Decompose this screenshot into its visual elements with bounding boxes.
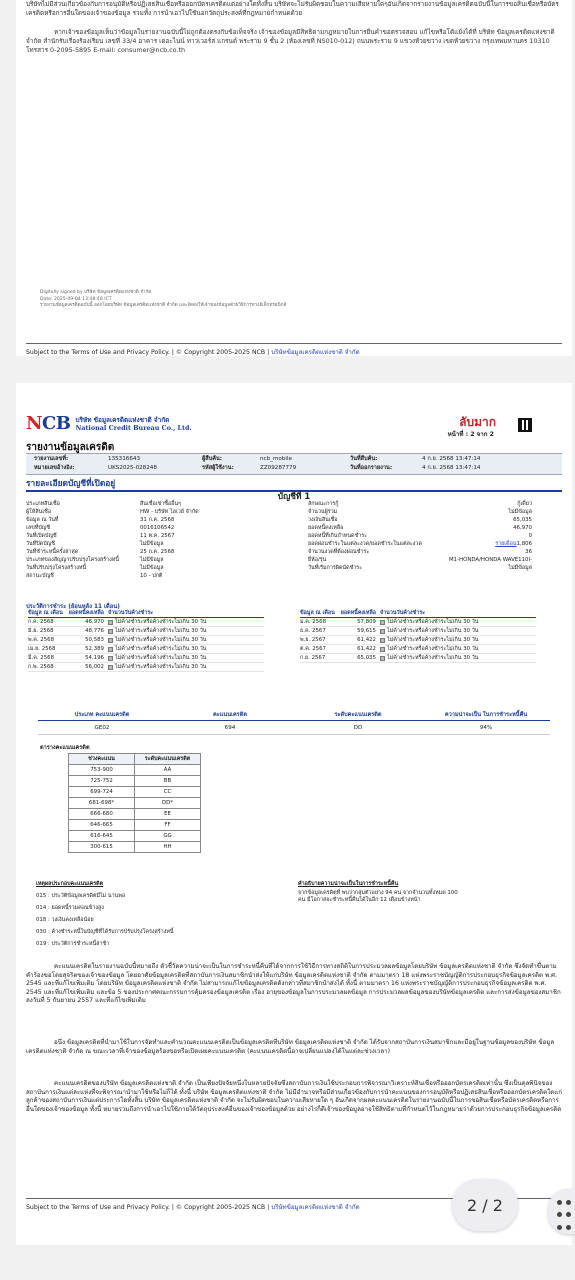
field-value: ไม่มีข้อมูล bbox=[140, 565, 164, 571]
field-row bbox=[308, 564, 532, 572]
range-row bbox=[69, 776, 201, 787]
history-row bbox=[28, 663, 264, 672]
history-month: เม.ย. 2568 bbox=[28, 646, 56, 652]
field-label: จำนวนผู้ร่วม bbox=[308, 509, 338, 515]
field-row bbox=[26, 516, 290, 524]
history-balance: 57,809 bbox=[357, 619, 376, 625]
history-month: ธ.ค. 2567 bbox=[300, 628, 326, 634]
field-row bbox=[308, 548, 532, 556]
field-value: HW - บริษัท ไฮเวย์ จำกัด bbox=[140, 509, 199, 515]
history-month: ก.ย. 2567 bbox=[300, 655, 326, 661]
history-status bbox=[104, 627, 264, 635]
range-value: 666-680 bbox=[69, 809, 135, 820]
history-header bbox=[300, 609, 536, 618]
payment-history-title: ประวัติการชำระ (ย้อนหลัง 11 เดือน) bbox=[26, 604, 120, 610]
confidential-stamp: ลับมาก bbox=[459, 415, 496, 429]
history-status-header: จำนวนวันค้างชำระ bbox=[380, 610, 426, 616]
status-box-icon bbox=[380, 638, 385, 643]
history-balance-header: ยอดหนี้คงเหลือ bbox=[68, 610, 104, 616]
tracking-label: หมายเลขอ้างอิง: bbox=[34, 465, 75, 471]
history-row bbox=[300, 627, 536, 636]
range-value: 616-645 bbox=[69, 831, 135, 842]
history-status bbox=[104, 645, 264, 653]
field-value: ไม่มีข้อมูล bbox=[140, 541, 164, 547]
field-label: ยอดผ่อนชำระในแต่ละงวด/ยอดชำระในแต่ละงวด bbox=[308, 541, 422, 547]
field-label: ยอดหนี้ที่เกินกำหนดชำระ bbox=[308, 533, 367, 539]
logo-mark: NCB bbox=[26, 413, 71, 434]
field-value: ไม่มีข้อมูล bbox=[508, 509, 532, 515]
range-row bbox=[69, 842, 201, 853]
field-value: 11 ต.ค. 2567 bbox=[140, 533, 175, 539]
field-row bbox=[308, 508, 532, 516]
range-level: FF bbox=[135, 820, 201, 831]
history-row bbox=[28, 618, 264, 627]
print-date: 4 ก.ย. 2568 13:47:14 bbox=[422, 465, 481, 471]
history-status-text: ไม่ค้างชำระหรือค้างชำระไม่เกิน 30 วัน bbox=[115, 637, 207, 643]
range-row bbox=[69, 787, 201, 798]
range-row bbox=[69, 798, 201, 809]
field-value: 31 ก.ค. 2568 bbox=[140, 517, 175, 523]
section-title: รายละเอียดบัญชีที่เปิดอยู่ bbox=[26, 476, 562, 492]
field-label: ยอดหนี้คงเหลือ bbox=[308, 525, 344, 531]
digital-signature bbox=[40, 290, 286, 310]
page-number: หน้าที่ : 2 จาก 2 bbox=[447, 431, 494, 438]
level-header: ระดับคะแนนเครดิต bbox=[135, 754, 201, 765]
field-value: M1-HONDA/HONDA WAVE110I- bbox=[449, 557, 532, 563]
status-box-icon bbox=[380, 620, 385, 625]
field-value: 0016106542 bbox=[140, 525, 175, 531]
history-status bbox=[376, 627, 536, 635]
range-level: HH bbox=[135, 842, 201, 853]
history-balance: 61,422 bbox=[357, 637, 376, 643]
tracking-no: UKS2025-028248 bbox=[108, 465, 157, 471]
page-indicator[interactable] bbox=[452, 1179, 518, 1231]
history-status bbox=[376, 654, 536, 662]
range-row bbox=[69, 820, 201, 831]
field-row bbox=[308, 500, 532, 508]
footer-company-link[interactable]: บริษัทข้อมูลเครดิตแห่งชาติ จำกัด bbox=[271, 349, 360, 356]
print-date-label: วันที่ออกรายงาน: bbox=[350, 465, 393, 471]
history-month: ต.ค. 2567 bbox=[300, 646, 326, 652]
field-label: ประเภทของสัญญาปรับปรุงโครงสร้างหนี้ bbox=[26, 557, 120, 563]
range-level: DD* bbox=[135, 798, 201, 809]
company-name-th: บริษัท ข้อมูลเครดิตแห่งชาติ จำกัด bbox=[75, 415, 170, 424]
field-label: วันที่ปรับปรุงโครงสร้างหนี้ bbox=[26, 565, 87, 571]
field-value: รายเดือน1,806 bbox=[495, 541, 532, 547]
account-title: บัญชีที่ 1 bbox=[277, 491, 311, 501]
field-row bbox=[26, 532, 290, 540]
field-value: ไม่มีข้อมูล bbox=[140, 557, 164, 563]
history-status-text: ไม่ค้างชำระหรือค้างชำระไม่เกิน 30 วัน bbox=[387, 628, 479, 634]
report-page-1 bbox=[16, 0, 572, 356]
score-definition-paragraph: คะแนนเครดิตในรายงานฉบับนี้หมายถึง ตัวชี้วัดความน่าจะเป็นในการชำระหนี้คืนที่ได้จากการใช้วิธีการทางสถิติในการประมวลผลข้อมูลโดยบริษัท ข้อมูลเครดิตแห่งชาติ จำกัด ซึ่งจัดทำขึ้นตามคำร้องขอโดยสุจริตของเจ้าของข้อมูล โดยอาศัยข้อมูลเครดิตที่สถาบันการเงินสมาชิกนำส่งให้แก่บริษัท ข้อมูลเครดิตแห่งชาติ จำกัด ตามมาตรา 18 แห่งพระราชบัญญัติการประกอบธุรกิจข้อมูลเครดิต พ.ศ. 2545 และที่แก้ไขเพิ่มเติม โดยบริษัท ข้อมูลเครดิตแห่งชาติ จำกัด ไม่สามารถแก้ไขข้อมูลเครดิตดังกล่าวที่สมาชิกนำส่งได้ ทั้งนี้ ตามมาตรา 16 แห่งพระราชบัญญัติการประกอบธุรกิจข้อมูลเครดิต พ.ศ. 2545 และที่แก้ไขเพิ่มเติม และข้อ 5 ของประกาศคณะกรรมการคุ้มครองข้อมูลเครดิต เรื่อง อายุของข้อมูลในการประมวลผลข้อมูล การประมวลผลข้อมูลของบริษัทข้อมูลเครดิต และการส่งข้อมูลของสมาชิก ลงวันที่ 5 กันยายน 2557 และที่แก้ไขเพิ่มเติม bbox=[26, 963, 561, 1005]
score-level-header: ระดับคะแนนเครดิต bbox=[334, 712, 382, 718]
field-value: 46,970 bbox=[513, 525, 532, 531]
field-label: เลขที่บัญชี bbox=[26, 525, 51, 531]
history-status-text: ไม่ค้างชำระหรือค้างชำระไม่เกิน 30 วัน bbox=[115, 664, 207, 670]
reason-item: 014 : ยอดหนี้รวมค่อนข้างสูง bbox=[36, 905, 104, 911]
field-label: จำนวนงวดที่ต้องผ่อนชำระ bbox=[308, 549, 370, 555]
status-box-icon bbox=[108, 656, 113, 661]
range-row bbox=[69, 765, 201, 776]
history-status-text: ไม่ค้างชำระหรือค้างชำระไม่เกิน 30 วัน bbox=[115, 628, 207, 634]
range-value: 681-698* bbox=[69, 798, 135, 809]
field-row bbox=[26, 572, 290, 580]
status-box-icon bbox=[108, 638, 113, 643]
field-row bbox=[26, 556, 290, 564]
field-label: สถานะบัญชี bbox=[26, 573, 54, 579]
history-balance: 65,035 bbox=[357, 655, 376, 661]
signature-line: Digitally signed by บริษัท ข้อมูลเครดิตแห่งชาติ จำกัด bbox=[40, 290, 152, 295]
field-value: 65,035 bbox=[513, 517, 532, 523]
page-footer bbox=[26, 343, 562, 357]
probability-explanation bbox=[298, 878, 458, 904]
range-level: BB bbox=[135, 776, 201, 787]
range-row bbox=[69, 831, 201, 842]
history-balance: 48,776 bbox=[85, 628, 104, 634]
history-status bbox=[104, 654, 264, 662]
field-label: ลักษณะการกู้ bbox=[308, 501, 339, 507]
report-no: 135316643 bbox=[108, 456, 141, 462]
history-row bbox=[28, 636, 264, 645]
field-extra: รายเดือน bbox=[495, 541, 517, 547]
field-row bbox=[308, 556, 532, 564]
ncb-logo bbox=[26, 413, 192, 434]
footer-company-link-2[interactable]: บริษัทข้อมูลเครดิตแห่งชาติ จำกัด bbox=[271, 1204, 360, 1211]
report-page-2 bbox=[16, 383, 572, 1245]
field-label: วันที่เริ่มการผิดนัดชำระ bbox=[308, 565, 363, 571]
field-row bbox=[308, 516, 532, 524]
history-status-text: ไม่ค้างชำระหรือค้างชำระไม่เกิน 30 วัน bbox=[115, 619, 207, 625]
field-label: ยี่ห้อ/รุ่น bbox=[308, 557, 327, 563]
status-box-icon bbox=[108, 629, 113, 634]
field-label: ข้อมูล ณ วันที่ bbox=[26, 517, 59, 523]
reason-item: 019 : ประวัติการชำระหนี้ล่าช้า bbox=[36, 941, 110, 947]
score-range-title: ตารางคะแนนเครดิต bbox=[40, 745, 90, 751]
probability-title: คำอธิบายความน่าจะเป็นในการชำระหนี้คืน bbox=[298, 881, 399, 887]
reason-item: 030 : ค้างชำระหนี้ในบัญชีที่ได้รับการปรับปรุงโครงสร้างหนี้ bbox=[36, 929, 174, 935]
history-month: พ.ค. 2568 bbox=[28, 637, 55, 643]
history-header bbox=[28, 609, 264, 618]
range-value: 725-752 bbox=[69, 776, 135, 787]
history-status-text: ไม่ค้างชำระหรือค้างชำระไม่เกิน 30 วัน bbox=[115, 655, 207, 661]
history-status bbox=[376, 645, 536, 653]
history-balance: 52,389 bbox=[85, 646, 104, 652]
field-row bbox=[308, 532, 532, 540]
disclaimer-paragraph: บริษัทไม่มีส่วนเกี่ยวข้องกับการอนุมัติหรือปฏิเสธสินเชื่อหรือออกบัตรเครดิตแต่อย่างใดทั้งสิ้น บริษัทจะไม่รับผิดชอบในความเสียหายใดๆอันเกิดจากรายงานข้อมูลเครดิตฉบับนี้ในการขอสินเชื่อหรือบัตรเครดิตหรือการอื่นใดของเจ้าของข้อมูล รวมทั้ง การนำเอาไปใช้นอกวัตถุประสงค์ที่กฎหมายกำหนดด้วย bbox=[26, 0, 559, 17]
grip-dots-icon[interactable] bbox=[548, 1189, 575, 1234]
field-label: วงเงินสินเชื่อ bbox=[308, 517, 338, 523]
field-label: ประเภทสินเชื่อ bbox=[26, 501, 60, 507]
field-value: ไม่มีข้อมูล bbox=[508, 565, 532, 571]
history-month: ม.ค. 2568 bbox=[300, 619, 327, 625]
status-box-icon bbox=[108, 620, 113, 625]
account-fields-left bbox=[26, 500, 290, 580]
field-label: วันที่เปิดบัญชี bbox=[26, 533, 57, 539]
history-month: ก.ค. 2568 bbox=[28, 619, 54, 625]
field-row bbox=[308, 524, 532, 532]
score-header: คะแนนเครดิต bbox=[213, 712, 247, 718]
status-box-icon bbox=[108, 665, 113, 670]
history-status bbox=[376, 618, 536, 626]
credit-score-table bbox=[38, 711, 550, 735]
field-row bbox=[26, 540, 290, 548]
range-header: ช่วงคะแนน bbox=[69, 754, 135, 765]
field-value: 36 bbox=[525, 549, 532, 555]
field-row bbox=[308, 540, 532, 548]
history-balance: 56,002 bbox=[85, 664, 104, 670]
company-name-en: National Credit Bureau Co., Ltd. bbox=[75, 423, 192, 432]
history-month-header: ข้อมูล ณ เดือน bbox=[300, 610, 335, 616]
range-value: 699-724 bbox=[69, 787, 135, 798]
history-status-text: ไม่ค้างชำระหรือค้างชำระไม่เกิน 30 วัน bbox=[387, 646, 479, 652]
range-level: EE bbox=[135, 809, 201, 820]
probability-header: ความน่าจะเป็น ในการชำระหนี้คืน bbox=[444, 712, 528, 718]
range-level: GG bbox=[135, 831, 201, 842]
score-level: DD bbox=[353, 725, 363, 731]
history-status-text: ไม่ค้างชำระหรือค้างชำระไม่เกิน 30 วัน bbox=[387, 619, 479, 625]
inquiry-date-label: วันที่สืบค้น: bbox=[350, 456, 378, 462]
requester: ncb_mobile bbox=[260, 456, 292, 462]
history-balance: 54,196 bbox=[85, 655, 104, 661]
history-row bbox=[300, 618, 536, 627]
score-type: GE02 bbox=[94, 725, 110, 731]
history-balance: 59,615 bbox=[357, 628, 376, 634]
score-disclaimer-paragraph: คะแนนเครดิตของบริษัท ข้อมูลเครดิตแห่งชาติ จำกัด เป็นเพียงปัจจัยหนึ่งในหลายปัจจัยซึ่งสถาบันการเงินใช้ประกอบการพิจารณาวิเคราะห์สินเชื่อหรือออกบัตรเครดิตเท่านั้น ซึ่งเป็นดุลพินิจของสถาบันการเงินแต่ละแห่งที่จะพิจารณานำมาใช้หรือไม่ก็ได้ ทั้งนี้ บริษัท ข้อมูลเครดิตแห่งชาติ จำกัด ไม่มีอำนาจหรือมีส่วนเกี่ยวข้องกับการนำคะแนนของการอนุมัติหรือปฏิเสธสินเชื่อหรือออกบัตรเครดิตใดแก่ลูกค้าของสถาบันการเงินแต่ประการใดทั้งสิ้น บริษัท ข้อมูลเครดิตแห่งชาติ จำกัด จะไม่รับผิดชอบในความเสียหายใด ๆ อันเกิดจากผลคะแนนเครดิตในรายงานฉบับนี้ในการขอสินเชื่อหรือบัตรเครดิตหรือการอื่นใดของเจ้าของข้อมูล ทั้งนี้ หมายรวมถึงการนำเอาไปใช้ภายใต้วัตถุประสงค์อื่นของเจ้าของข้อมูลด้วย อย่างไรก็ดีเจ้าของข้อมูลอาจใช้สิทธิตามที่กำหนดไว้ในกฎหมายว่าด้วยการประกอบธุรกิจข้อมูลเครดิต bbox=[26, 1080, 562, 1113]
payment-history-left bbox=[28, 609, 264, 672]
history-month: ก.พ. 2568 bbox=[28, 664, 54, 670]
history-row bbox=[28, 645, 264, 654]
history-balance: 61,422 bbox=[357, 646, 376, 652]
status-box-icon bbox=[380, 647, 385, 652]
status-box-icon bbox=[380, 629, 385, 634]
field-row bbox=[26, 564, 290, 572]
range-value: 300-615 bbox=[69, 842, 135, 853]
field-label: ผู้ให้สินเชื่อ bbox=[26, 509, 52, 515]
field-row bbox=[26, 524, 290, 532]
score-type-header: ประเภท คะแนนเครดิต bbox=[74, 712, 130, 718]
account-fields-right bbox=[308, 500, 532, 572]
score-data-paragraph: อนึ่ง ข้อมูลเครดิตที่นำมาใช้ในการจัดทำและคำนวณคะแนนเครดิตเป็นข้อมูลเครดิตที่บริษัท ข้อมูลเครดิตแห่งชาติ จำกัด ได้รับจากสถาบันการเงินสมาชิกและมีอยู่ในฐานข้อมูลของบริษัท ข้อมูลเครดิตแห่งชาติ จำกัด ณ ขณะเวลาที่เจ้าของข้อมูลร้องขอหรือเปิดเผยคะแนนเครดิต (คะแนนเครดิตนี้อาจเปลี่ยนแปลงได้ในแต่ละช่วงเวลา) bbox=[26, 1039, 555, 1055]
report-title: รายงานข้อมูลเครดิต bbox=[26, 442, 115, 453]
user-id-label: รหัสผู้ใช้งาน: bbox=[202, 465, 234, 471]
field-row bbox=[26, 548, 290, 556]
status-box-icon bbox=[108, 647, 113, 652]
history-row bbox=[28, 627, 264, 636]
history-balance: 46,970 bbox=[85, 619, 104, 625]
history-row bbox=[28, 654, 264, 663]
score-range-table bbox=[68, 753, 201, 853]
inquiry-date: 4 ก.ย. 2568 13:47:14 bbox=[422, 456, 481, 462]
history-month: พ.ย. 2567 bbox=[300, 637, 326, 643]
status-box-icon bbox=[380, 656, 385, 661]
reasons-title: เหตุผลประกอบคะแนนเครดิต bbox=[36, 881, 104, 887]
field-value: สินเชื่อเช่าซื้ออื่นๆ bbox=[140, 501, 181, 507]
history-status-text: ไม่ค้างชำระหรือค้างชำระไม่เกิน 30 วัน bbox=[387, 655, 479, 661]
credit-score: 694 bbox=[224, 725, 236, 731]
history-balance-header: ยอดหนี้คงเหลือ bbox=[340, 610, 376, 616]
user-id: ZZ09287779 bbox=[260, 465, 297, 471]
history-status bbox=[104, 618, 264, 626]
range-level: AA bbox=[135, 765, 201, 776]
report-no-label: รายงานเลขที่: bbox=[34, 456, 69, 462]
history-month: มี.ค. 2568 bbox=[28, 655, 55, 661]
history-status-header: จำนวนวันค้างชำระ bbox=[108, 610, 154, 616]
footer-terms: Subject to the Terms of Use and Privacy Policy. | © Copyright 2005-2025 NCB | bbox=[26, 349, 270, 356]
history-row bbox=[300, 645, 536, 654]
field-label: วันที่ปิดบัญชี bbox=[26, 541, 55, 547]
history-row bbox=[300, 654, 536, 663]
range-level: CC bbox=[135, 787, 201, 798]
history-status bbox=[104, 636, 264, 644]
history-status-text: ไม่ค้างชำระหรือค้างชำระไม่เกิน 30 วัน bbox=[387, 637, 479, 643]
field-value: 25 ก.ค. 2568 bbox=[140, 549, 175, 555]
qr-code-icon bbox=[518, 418, 532, 432]
page-indicator-text: 2 / 2 bbox=[467, 1195, 503, 1215]
footer-terms-2: Subject to the Terms of Use and Privacy Policy. | © Copyright 2005-2025 NCB | bbox=[26, 1204, 270, 1211]
history-month-header: ข้อมูล ณ เดือน bbox=[28, 610, 63, 616]
reason-item: 015 : ประวัติข้อมูลเครดิตมีไม่ นานพอ bbox=[36, 893, 126, 899]
range-value: 753-900 bbox=[69, 765, 135, 776]
signature-date: Date: 2025-09-04 13:48:48 ICT bbox=[40, 296, 112, 302]
probability-text: จากข้อมูลเครดิตที่ พบว่ากลุ่มตัวอย่าง 94 คน จากจำนวนทั้งหมด 100 คน มีโอกาสจะชำระหนี้คืนได้ในอีก 12 เดือนข้างหน้า bbox=[298, 890, 458, 903]
payment-history-right bbox=[300, 609, 536, 663]
history-month: มิ.ย. 2568 bbox=[28, 628, 54, 634]
range-value: 646-665 bbox=[69, 820, 135, 831]
field-row bbox=[26, 508, 290, 516]
reason-item: 018 : วงเงินคงเหลือน้อย bbox=[36, 917, 94, 923]
field-value: กู้เดี่ยว bbox=[517, 501, 532, 507]
requester-label: ผู้สืบค้น: bbox=[202, 456, 223, 462]
range-row bbox=[69, 809, 201, 820]
field-value: 0 bbox=[528, 533, 532, 539]
signature-note: รายงานข้อมูลเครดิตฉบับนี้ ออกโดยบริษัท ข้อมูลเครดิตแห่งชาติ จำกัด และจัดส่งให้เจ้าของข้อมูลด้วยวิธีการทางอิเล็กทรอนิกส์ bbox=[40, 303, 287, 308]
repay-probability: 94% bbox=[479, 725, 493, 731]
history-status-text: ไม่ค้างชำระหรือค้างชำระไม่เกิน 30 วัน bbox=[115, 646, 207, 652]
dispute-paragraph: หากเจ้าของข้อมูลเห็นว่าข้อมูลในรายงานฉบับนี้ไม่ถูกต้องตรงกับข้อเท็จจริง เจ้าของข้อมูลมีสิทธิตามกฎหมายในการยื่นคำขอตรวจสอบ แก้ไขหรือโต้แย้งได้ที่ บริษัท ข้อมูลเครดิตแห่งชาติ จำกัด สำนักรับเรื่องร้องเรียน เลขที่ 33/4 อาคาร เดอะไนน์ ทาวเวอร์ส แกรนด์ พระราม 9 ชั้น 2 (ห้องเลขที่ NS010-012) ถนนพระราม 9 แขวงห้วยขวาง เขตห้วยขวาง กรุงเทพมหานคร 10310 โทรสาร 0-2095-5895 E-mail: consumer@ncb.co.th bbox=[26, 28, 555, 54]
report-info-band bbox=[26, 453, 562, 475]
history-status bbox=[376, 636, 536, 644]
field-value: 10 - ปกติ bbox=[140, 573, 163, 579]
field-row bbox=[26, 500, 290, 508]
field-label: วันที่ชำระหนี้ครั้งล่าสุด bbox=[26, 549, 79, 555]
history-balance: 50,583 bbox=[85, 637, 104, 643]
history-status bbox=[104, 663, 264, 671]
score-reasons bbox=[36, 878, 276, 950]
history-row bbox=[300, 636, 536, 645]
